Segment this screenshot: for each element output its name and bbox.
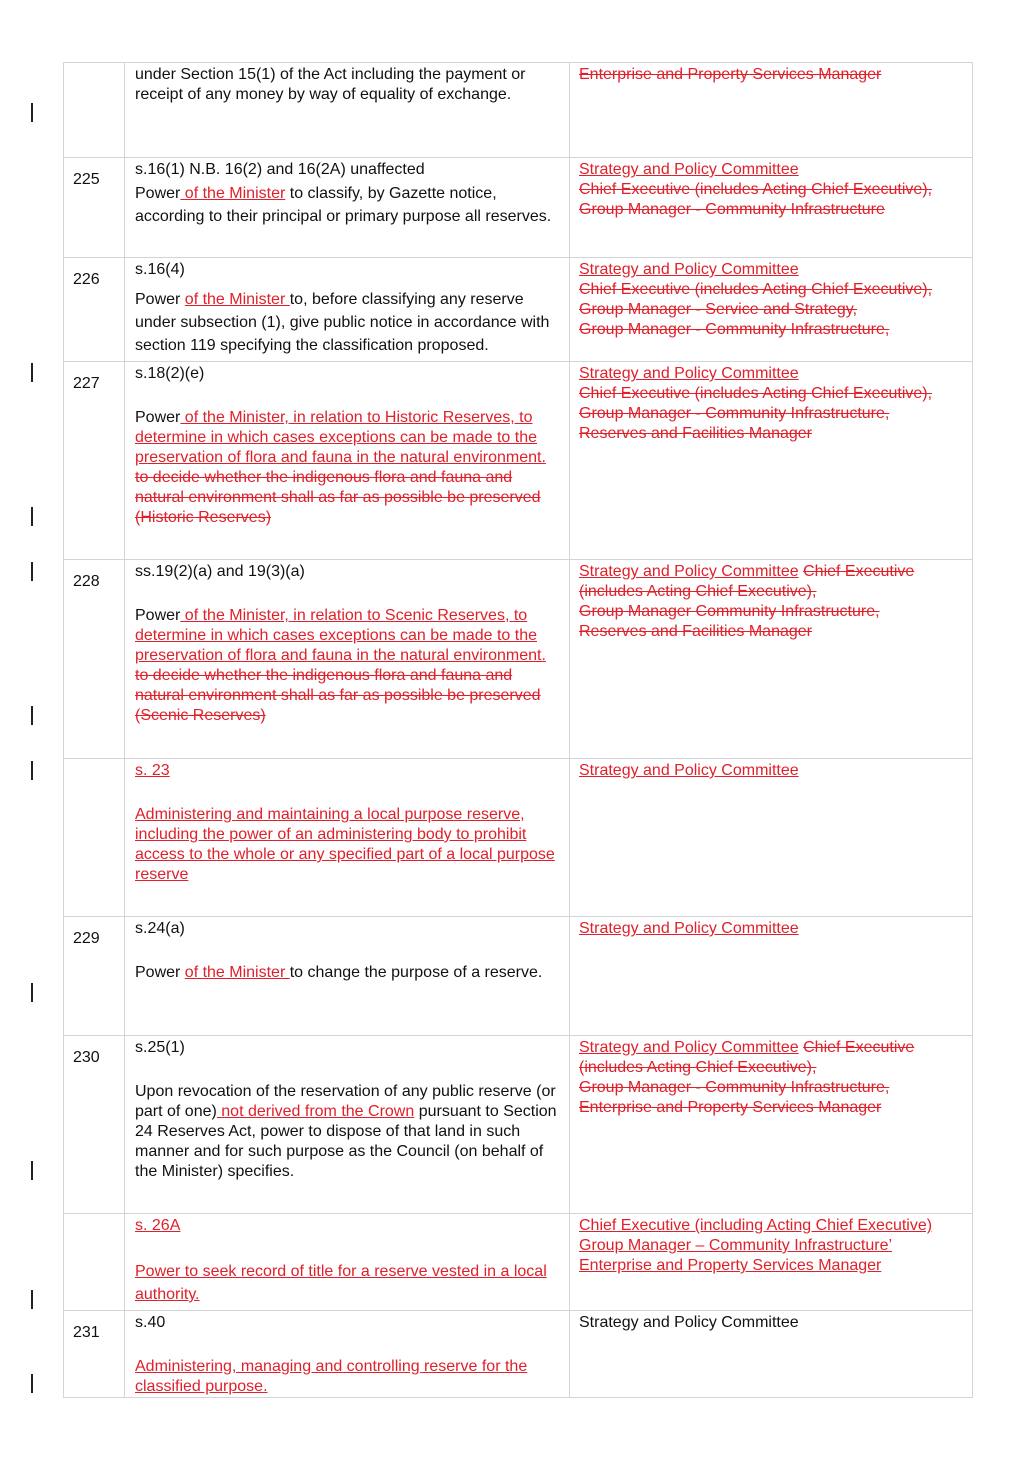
delegate-entry: Enterprise and Property Services Manager <box>579 66 882 83</box>
change-bar <box>31 103 33 122</box>
provision-cell <box>125 1036 570 1214</box>
row-number: 229 <box>64 917 125 1036</box>
row-number: 227 <box>64 362 125 560</box>
delegate-entry: Strategy and Policy Committee <box>579 1314 799 1331</box>
row-number <box>64 759 125 917</box>
delegations-table <box>63 62 973 1398</box>
table-row <box>64 1311 973 1398</box>
power-text: Power to seek record of title for a reserve vested in a local authority. <box>135 1263 547 1303</box>
table-row <box>64 917 973 1036</box>
section-ref: s.18(2)(e) <box>135 365 205 382</box>
delegate-entry: Group Manager - Community Infrastructure <box>579 201 885 218</box>
provision-cell <box>125 1214 570 1311</box>
table-row <box>64 63 973 158</box>
change-bar <box>31 1374 33 1393</box>
table-row <box>64 362 973 560</box>
change-bar <box>31 507 33 526</box>
delegate-entry: Chief Executive (includes Acting Chief Executive), <box>579 281 933 298</box>
delegate-entry: Reserves and Facilities Manager <box>579 425 812 442</box>
table-row <box>64 560 973 759</box>
provision-cell <box>125 158 570 258</box>
change-bar <box>31 562 33 581</box>
provision-cell <box>125 759 570 917</box>
delegate-entry: Reserves and Facilities Manager <box>579 623 812 640</box>
table-row <box>64 1036 973 1214</box>
power-text: Administering, managing and controlling reserve for the classified purpose. <box>135 1358 528 1395</box>
provision-cell <box>125 63 570 158</box>
provision-text: under Section 15(1) of the Act including the payment or receipt of any money by way of equality of exchange. <box>135 66 526 103</box>
provision-cell <box>125 560 570 759</box>
section-ref: s. 26A <box>135 1217 181 1234</box>
power-text: Power of the Minister to, before classifying any reserve under subsection (1), give public notice in accordance with section 119 specifying the classification proposed. <box>135 291 550 354</box>
delegate-entry: Chief Executive (includes Acting Chief Executive), <box>579 385 933 402</box>
delegate-entry: Enterprise and Property Services Manager <box>579 1099 882 1116</box>
delegate-entry: Group Manager - Community Infrastructure, <box>579 321 890 338</box>
section-ref: s.40 <box>135 1314 166 1331</box>
delegate-entry: Strategy and Policy Committee <box>579 920 799 937</box>
table-row <box>64 258 973 362</box>
row-number: 231 <box>64 1311 125 1398</box>
power-text: Upon revocation of the reservation of any public reserve (or part of one) not derived from the Crown pursuant to Section 24 Reserves Act, power to dispose of that land in such manner and for such purpose as the Council (on behalf of the Minister) specifies. <box>135 1083 557 1180</box>
delegate-entry: Group Manager - Community Infrastructure, <box>579 1079 890 1096</box>
power-text: Administering and maintaining a local purpose reserve, including the power of an administering body to prohibit access to the whole or any specified part of a local purpose reserve <box>135 806 555 883</box>
delegate-entry: Strategy and Policy Committee <box>579 365 799 382</box>
provision-cell <box>125 362 570 560</box>
power-text: Power of the Minister to classify, by Gazette notice, according to their principal or primary purpose all reserves. <box>135 185 552 225</box>
row-number: 226 <box>64 258 125 362</box>
row-number: 225 <box>64 158 125 258</box>
delegate-cell <box>570 362 973 560</box>
delegate-cell <box>570 560 973 759</box>
delegate-entry: Group Manager Community Infrastructure, <box>579 603 880 620</box>
delegate-entry: Chief Executive (including Acting Chief Executive) <box>579 1217 933 1234</box>
change-bar <box>31 1161 33 1180</box>
row-number <box>64 1214 125 1311</box>
row-number: 228 <box>64 560 125 759</box>
row-number <box>64 63 125 158</box>
change-bar <box>31 1290 33 1309</box>
section-ref: s.25(1) <box>135 1039 185 1056</box>
section-ref: s.16(1) N.B. 16(2) and 16(2A) unaffected <box>135 161 425 178</box>
delegate-entry: Strategy and Policy Committee Chief Executive (includes Acting Chief Executive), <box>579 1039 915 1076</box>
delegate-cell <box>570 1036 973 1214</box>
delegate-entry: Strategy and Policy Committee Chief Executive (includes Acting Chief Executive), <box>579 563 915 600</box>
delegate-entry: Chief Executive (includes Acting Chief Executive), <box>579 181 933 198</box>
section-ref: s.24(a) <box>135 920 185 937</box>
section-ref: ss.19(2)(a) and 19(3)(a) <box>135 563 305 580</box>
delegate-cell <box>570 1214 973 1311</box>
table-row <box>64 1214 973 1311</box>
delegate-cell <box>570 158 973 258</box>
delegate-cell <box>570 63 973 158</box>
delegate-entry: Group Manager - Service and Strategy, <box>579 301 858 318</box>
delegate-cell <box>570 917 973 1036</box>
provision-cell <box>125 258 570 362</box>
provision-cell <box>125 1311 570 1398</box>
change-bar <box>31 363 33 382</box>
change-bar <box>31 761 33 780</box>
power-text: Power of the Minister, in relation to Historic Reserves, to determine in which cases exceptions can be made to the preservation of flora and fauna in the natural environment. to decide whether the indigenous flora and fauna and natural environment shall as far as possible be preserved (Historic Reserves) <box>135 409 546 526</box>
power-text: Power of the Minister to change the purpose of a reserve. <box>135 964 543 981</box>
delegate-cell <box>570 1311 973 1398</box>
provision-cell <box>125 917 570 1036</box>
section-ref: s. 23 <box>135 762 170 779</box>
delegate-entry: Group Manager – Community Infrastructure’ <box>579 1237 893 1254</box>
delegate-cell <box>570 759 973 917</box>
change-bar <box>31 706 33 725</box>
delegate-cell <box>570 258 973 362</box>
delegate-entry: Strategy and Policy Committee <box>579 261 799 278</box>
table-row <box>64 158 973 258</box>
section-ref: s.16(4) <box>135 261 185 278</box>
delegate-entry: Enterprise and Property Services Manager <box>579 1257 882 1274</box>
row-number: 230 <box>64 1036 125 1214</box>
table-row <box>64 759 973 917</box>
change-bar <box>31 983 33 1002</box>
delegate-entry: Strategy and Policy Committee <box>579 762 799 779</box>
power-text: Power of the Minister, in relation to Scenic Reserves, to determine in which cases exceptions can be made to the preservation of flora and fauna in the natural environment. to decide whether the indigenous flora and fauna and natural environment shall as far as possible be preserved (Scenic Reserves) <box>135 607 546 724</box>
delegate-entry: Strategy and Policy Committee <box>579 161 799 178</box>
delegate-entry: Group Manager - Community Infrastructure, <box>579 405 890 422</box>
